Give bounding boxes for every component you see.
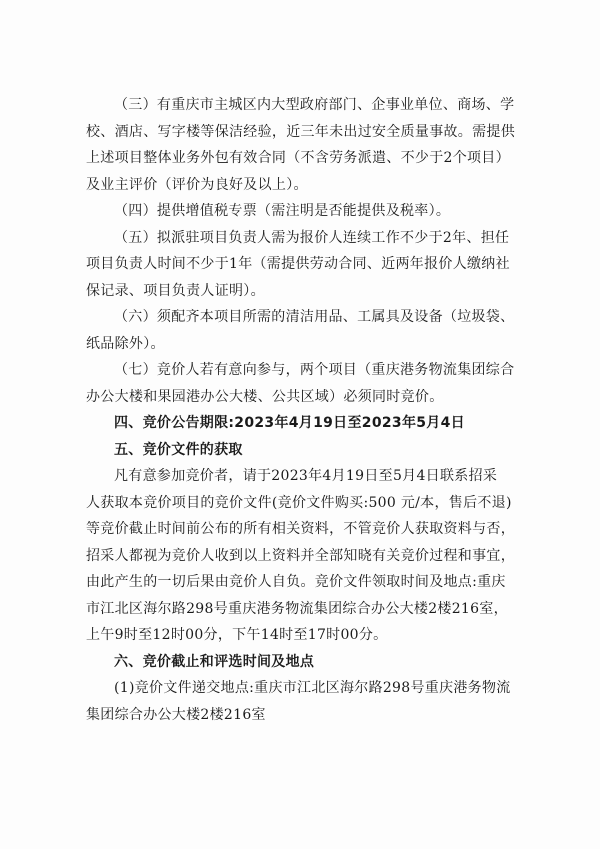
text-line: 集团综合办公大楼2楼216室 bbox=[86, 706, 266, 723]
paragraph-qualification-6 bbox=[86, 304, 518, 357]
text-line: （五）拟派驻项目负责人需为报价人连续工作不少于2年、担任 bbox=[114, 229, 510, 246]
section-heading-document-acquisition bbox=[86, 437, 518, 464]
paragraph-qualification-5 bbox=[86, 225, 518, 305]
text-line: 凡有意参加竞价者，请于2023年4月19日至5月4日联系招采 bbox=[114, 468, 498, 484]
text-line: 上述项目整体业务外包有效合同（不含劳务派遣、不少于2个项目） bbox=[86, 150, 510, 166]
text-line: 等竞价截止时间前公布的所有相关资料，不管竞价人获取资料与否， bbox=[86, 521, 515, 537]
text-line: (1)竞价文件递交地点:重庆市江北区海尔路298号重庆港务物流 bbox=[114, 680, 511, 696]
heading-text: 四、竞价公告期限:2023年4月19日至2023年5月4日 bbox=[114, 415, 465, 431]
text-line: 上午9时至12时00分，下午14时至17时00分。 bbox=[86, 627, 388, 643]
section-heading-announcement-period bbox=[86, 410, 518, 437]
document-body bbox=[86, 92, 518, 728]
paragraph-qualification-3 bbox=[86, 92, 518, 198]
text-line: （三）有重庆市主城区内大型政府部门、企事业单位、商场、学 bbox=[114, 97, 515, 113]
text-line: 招采人都视为竞价人收到以上资料并全部知晓有关竞价过程和事宜， bbox=[86, 547, 515, 564]
paragraph-submission-location bbox=[86, 675, 518, 728]
text-line: 及业主评价（评价为良好及以上）。 bbox=[86, 176, 308, 193]
heading-text: 六、竞价截止和评选时间及地点 bbox=[114, 653, 315, 670]
text-line: 办公大楼和果园港办公大楼、公共区域）必须同时竞价。 bbox=[86, 388, 444, 405]
text-line: 由此产生的一切后果由竞价人自负。竞价文件领取时间及地点:重庆 bbox=[86, 574, 506, 590]
text-line: （七）竞价人若有意向参与，两个项目（重庆港务物流集团综合 bbox=[114, 362, 515, 378]
paragraph-qualification-4 bbox=[86, 198, 518, 225]
text-line: 人获取本竞价项目的竞价文件(竞价文件购买:500 元/本，售后不退) bbox=[86, 494, 512, 511]
text-line: 校、酒店、写字楼等保洁经验，近三年未出过安全质量事故。需提供 bbox=[86, 123, 515, 140]
text-line: 纸品除外）。 bbox=[86, 335, 165, 352]
section-heading-deadline-and-location bbox=[86, 649, 518, 676]
heading-text: 五、竞价文件的获取 bbox=[114, 441, 243, 458]
paragraph-qualification-7 bbox=[86, 357, 518, 410]
text-line: （六）须配齐本项目所需的清洁用品、工属具及设备（垃圾袋、 bbox=[114, 309, 515, 325]
paragraph-acquisition-details bbox=[86, 463, 518, 649]
text-line: 市江北区海尔路298号重庆港务物流集团综合办公大楼2楼216室， bbox=[86, 600, 508, 617]
text-line: 保记录、项目负责人证明）。 bbox=[86, 282, 265, 299]
text-line: （四）提供增值税专票（需注明是否能提供及税率）。 bbox=[114, 203, 451, 219]
text-line: 项目负责人时间不少于1年（需提供劳动合同、近两年报价人缴纳社 bbox=[86, 256, 510, 272]
